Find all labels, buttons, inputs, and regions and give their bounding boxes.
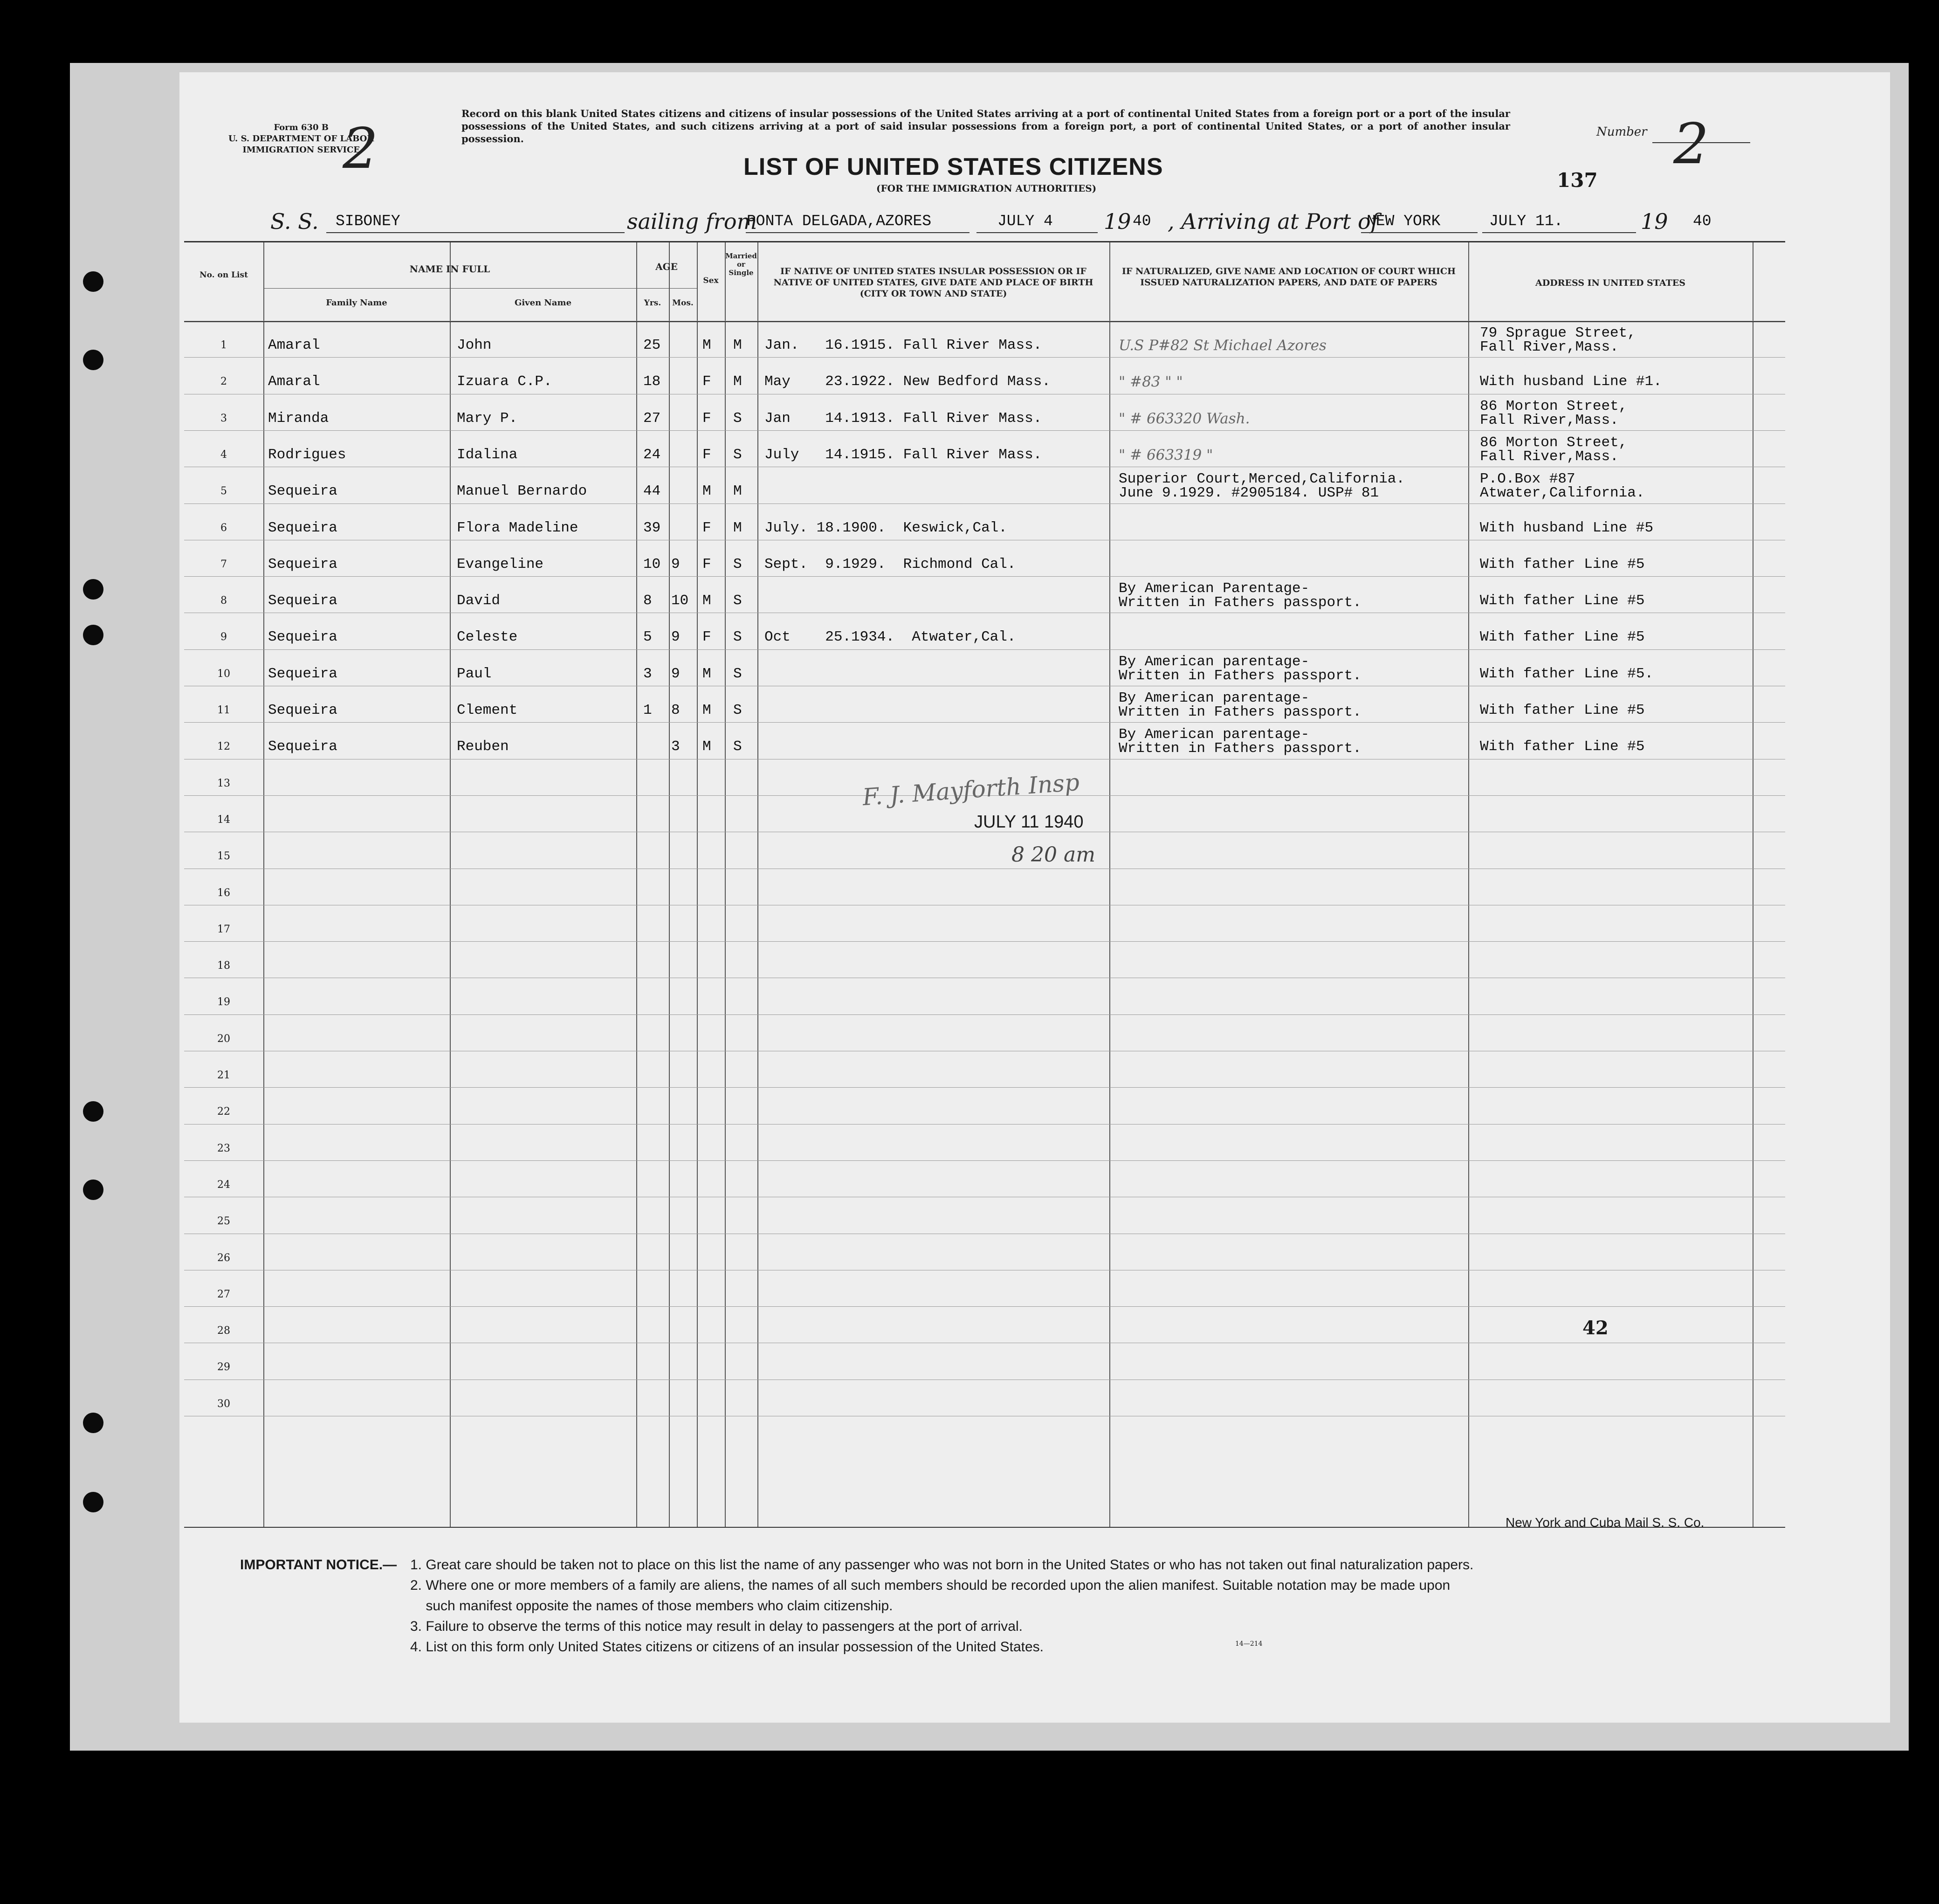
given-name: Celeste — [457, 629, 518, 646]
family-name: Amaral — [268, 373, 320, 390]
age-years: 1 — [643, 702, 652, 718]
naturalization-details-line2: Written in Fathers passport. — [1119, 704, 1361, 720]
sex: F — [702, 556, 711, 573]
line-number: 1 — [220, 339, 227, 351]
inspector-signature: F. J. Mayforth Insp — [861, 768, 1080, 811]
address-line1: 86 Morton Street, — [1480, 434, 1628, 451]
column-divider — [450, 242, 451, 1527]
naturalization-details-line2: Written in Fathers passport. — [1119, 667, 1361, 684]
line-number: 14 — [217, 814, 230, 826]
family-name: Sequeira — [268, 702, 337, 718]
row-rule — [184, 430, 1785, 431]
age-months: 9 — [671, 556, 680, 573]
header-married-single: Married or Single — [725, 252, 757, 277]
given-name: Clement — [457, 702, 518, 718]
naturalization-details: Superior Court,Merced,California. — [1119, 471, 1405, 488]
marital-status: M — [733, 337, 742, 353]
address: With husband Line #5 — [1480, 519, 1654, 536]
punch-hole — [83, 350, 103, 370]
birth-details: July 14.1915. Fall River Mass. — [764, 446, 1042, 463]
age-years: 27 — [643, 410, 661, 427]
line-number: 12 — [217, 741, 230, 753]
ship-name: SIBONEY — [336, 213, 400, 230]
row-rule — [184, 649, 1785, 650]
address-line2: Fall River,Mass. — [1480, 448, 1619, 465]
naturalization-details: By American parentage- — [1119, 726, 1310, 743]
sex: F — [702, 629, 711, 646]
address-line1: 79 Sprague Street, — [1480, 325, 1636, 341]
line-number: 23 — [217, 1142, 230, 1154]
form-service: IMMIGRATION SERVICE — [242, 145, 360, 155]
sex: M — [702, 702, 711, 718]
header-name-in-full: NAME IN FULL — [409, 263, 490, 275]
punch-hole — [83, 579, 103, 600]
address-line1: P.O.Box #87 — [1480, 471, 1575, 488]
header-yrs: Yrs. — [644, 298, 661, 308]
line-number: 7 — [220, 558, 227, 570]
form-title: LIST OF UNITED STATES CITIZENS — [743, 153, 1163, 180]
age-years: 18 — [643, 373, 661, 390]
age-years: 39 — [643, 519, 661, 536]
address: With father Line #5. — [1480, 665, 1654, 682]
notice-item: 3. Failure to observe the terms of this notice may result in delay to passengers at the port of arrival. — [410, 1619, 1023, 1634]
page-footer-number: 42 — [1582, 1317, 1609, 1339]
given-name: Idalina — [457, 446, 518, 463]
sex: F — [702, 446, 711, 463]
row-rule — [184, 1087, 1785, 1088]
column-divider — [669, 242, 670, 1527]
age-years: 44 — [643, 483, 661, 500]
handwritten-mark: 2 — [343, 117, 378, 181]
family-name: Rodrigues — [268, 446, 346, 463]
age-months: 3 — [671, 738, 680, 755]
port-to: NEW YORK — [1367, 213, 1441, 230]
birth-details: Sept. 9.1929. Richmond Cal. — [764, 556, 1016, 573]
punch-hole — [83, 1180, 103, 1200]
date-to: JULY 11. — [1489, 213, 1563, 230]
family-name: Sequeira — [268, 483, 337, 500]
port-to-underline — [1361, 232, 1478, 233]
family-name: Sequeira — [268, 665, 337, 682]
address: With father Line #5 — [1480, 629, 1645, 646]
marital-status: M — [733, 519, 742, 536]
name-header-divider — [263, 288, 636, 289]
port-from: PONTA DELGADA,AZORES — [747, 213, 932, 230]
birth-details: May 23.1922. New Bedford Mass. — [764, 373, 1051, 390]
year-2: 40 — [1693, 213, 1712, 230]
punch-hole — [83, 1101, 103, 1122]
marital-status: S — [733, 702, 742, 718]
age-years: 5 — [643, 629, 652, 646]
family-name: Sequeira — [268, 629, 337, 646]
line-number: 17 — [217, 923, 230, 935]
header-birth: IF NATIVE OF UNITED STATES INSULAR POSSESSION OR IF NATIVE OF UNITED STATES, GIVE DATE AND PLACE OF BIRTH (CITY OR TOWN AND STATE) — [773, 266, 1093, 299]
line-number: 11 — [217, 704, 230, 716]
port-from-underline — [746, 232, 970, 233]
row-rule — [184, 941, 1785, 942]
age-months: 10 — [671, 593, 689, 609]
column-divider — [697, 242, 698, 1527]
age-header-divider — [636, 288, 697, 289]
date-from-underline — [976, 232, 1098, 233]
line-number: 24 — [217, 1179, 230, 1191]
form-number: Form 630 B — [274, 123, 329, 132]
naturalization-details-line2: Written in Fathers passport. — [1119, 594, 1361, 611]
form-subtitle: (FOR THE IMMIGRATION AUTHORITIES) — [876, 183, 1097, 194]
ship-underline — [326, 232, 625, 233]
address: With father Line #5 — [1480, 702, 1645, 718]
column-divider — [1468, 242, 1469, 1527]
line-number: 4 — [220, 448, 227, 461]
line-number: 15 — [217, 850, 230, 862]
given-name: David — [457, 593, 501, 609]
given-name: Mary P. — [457, 410, 518, 427]
sex: M — [702, 337, 711, 353]
address: With father Line #5 — [1480, 593, 1645, 609]
age-years: 10 — [643, 556, 661, 573]
number-value: 2 — [1673, 112, 1709, 177]
ss-label: S. S. — [270, 209, 319, 234]
naturalization-details: " #83 " " — [1119, 373, 1183, 391]
given-name: Manuel Bernardo — [457, 483, 587, 500]
family-name: Sequeira — [268, 519, 337, 536]
header-sex: Sex — [703, 276, 719, 285]
punch-hole — [83, 1492, 103, 1512]
sex: M — [702, 665, 711, 682]
family-name: Amaral — [268, 337, 320, 353]
address: With father Line #5 — [1480, 556, 1645, 573]
sex: M — [702, 483, 711, 500]
line-number: 6 — [220, 522, 227, 534]
line-number: 30 — [217, 1398, 230, 1410]
naturalization-details-line2: Written in Fathers passport. — [1119, 740, 1361, 757]
notice-item: 4. List on this form only United States citizens or citizens of an insular possession of the United States. — [410, 1639, 1044, 1655]
birth-details: Jan. 16.1915. Fall River Mass. — [764, 337, 1042, 353]
birth-details: Oct 25.1934. Atwater,Cal. — [764, 629, 1016, 646]
address: With father Line #5 — [1480, 738, 1645, 755]
column-divider — [757, 242, 758, 1527]
age-years: 24 — [643, 446, 661, 463]
marital-status: S — [733, 556, 742, 573]
given-name: Paul — [457, 665, 492, 682]
given-name: Reuben — [457, 738, 509, 755]
column-divider — [1109, 242, 1110, 1527]
given-name: Izuara C.P. — [457, 373, 552, 390]
line-number: 5 — [220, 485, 227, 497]
header-age: AGE — [655, 261, 678, 272]
row-rule — [184, 576, 1785, 577]
row-rule — [184, 1160, 1785, 1161]
address: With husband Line #1. — [1480, 373, 1662, 390]
marital-status: M — [733, 373, 742, 390]
punch-hole — [83, 271, 103, 292]
notice-label: IMPORTANT NOTICE.— — [240, 1557, 397, 1573]
marital-status: S — [733, 665, 742, 682]
line-number: 2 — [220, 376, 227, 388]
header-no: No. on List — [199, 270, 248, 280]
row-rule — [184, 1306, 1785, 1307]
column-divider — [725, 242, 726, 1527]
sailing-label: sailing from — [627, 209, 757, 234]
line-number: 29 — [217, 1361, 230, 1373]
header-naturalized: IF NATURALIZED, GIVE NAME AND LOCATION OF COURT WHICH ISSUED NATURALIZATION PAPERS, AND DATE OF PAPERS — [1122, 266, 1456, 288]
header-mos: Mos. — [672, 298, 694, 308]
age-years: 3 — [643, 665, 652, 682]
family-name: Sequeira — [268, 593, 337, 609]
form-instructions: Record on this blank United States citizens and citizens of insular possessions of the United States arriving at a port of continental United States from a foreign port or a port of the insular possessions of the United States, and such citizens arriving at a port of said insular possessions from a foreign port, a port of continental United States, or a port of another insular possession. — [461, 108, 1510, 145]
line-number: 19 — [217, 996, 230, 1008]
naturalization-details: By American parentage- — [1119, 690, 1310, 706]
line-number: 20 — [217, 1033, 230, 1045]
address-line1: 86 Morton Street, — [1480, 398, 1628, 414]
address-line2: Fall River,Mass. — [1480, 412, 1619, 428]
marital-status: S — [733, 593, 742, 609]
sex: F — [702, 519, 711, 536]
age-years: 8 — [643, 593, 652, 609]
row-rule — [184, 357, 1785, 358]
header-family-name: Family Name — [326, 298, 387, 308]
date-from: JULY 4 — [997, 213, 1053, 230]
family-name: Sequeira — [268, 738, 337, 755]
header-address: ADDRESS IN UNITED STATES — [1535, 278, 1685, 288]
naturalization-details: By American parentage- — [1119, 653, 1310, 670]
marital-status: S — [733, 410, 742, 427]
punch-hole — [83, 625, 103, 645]
line-number: 22 — [217, 1106, 230, 1118]
marital-status: M — [733, 483, 742, 500]
line-number: 10 — [217, 668, 230, 680]
sex: F — [702, 373, 711, 390]
passenger-table — [184, 241, 1785, 1528]
punch-hole — [83, 1413, 103, 1433]
age-months: 9 — [671, 629, 680, 646]
line-number: 8 — [220, 595, 227, 607]
given-name: Flora Madeline — [457, 519, 578, 536]
line-number: 21 — [217, 1069, 230, 1081]
line-number: 25 — [217, 1215, 230, 1228]
line-number: 27 — [217, 1288, 230, 1300]
year-prefix-2: 19 — [1641, 209, 1668, 234]
naturalization-details: " # 663319 " — [1119, 446, 1213, 463]
company-name: New York and Cuba Mail S. S. Co. — [1506, 1515, 1705, 1530]
line-number: 16 — [217, 887, 230, 899]
line-number: 13 — [217, 777, 230, 789]
inspection-time: 8 20 am — [1011, 843, 1095, 867]
naturalization-details: " # 663320 Wash. — [1119, 410, 1250, 427]
family-name: Miranda — [268, 410, 329, 427]
address-line2: Atwater,California. — [1480, 485, 1645, 502]
age-years: 25 — [643, 337, 661, 353]
family-name: Sequeira — [268, 556, 337, 573]
address-line2: Fall River,Mass. — [1480, 339, 1619, 355]
birth-details: July. 18.1900. Keswick,Cal. — [764, 519, 1007, 536]
sex: F — [702, 410, 711, 427]
notice-item: 1. Great care should be taken not to place on this list the name of any passenger who was not born in the United States or who has not taken out final naturalization papers. — [410, 1557, 1474, 1573]
age-months: 9 — [671, 665, 680, 682]
inspection-stamp-date: JULY 11 1940 — [974, 812, 1084, 832]
page-stamp-number: 137 — [1557, 169, 1598, 192]
marital-status: S — [733, 738, 742, 755]
notice-items — [410, 1555, 1473, 1657]
line-number: 26 — [217, 1252, 230, 1264]
birth-details: Jan 14.1913. Fall River Mass. — [764, 410, 1042, 427]
notice-item: such manifest opposite the names of those members who claim citizenship. — [410, 1598, 893, 1614]
number-label: Number — [1596, 125, 1647, 139]
column-divider — [263, 242, 264, 1527]
row-rule — [184, 722, 1785, 723]
marital-status: S — [733, 629, 742, 646]
line-number: 18 — [217, 960, 230, 972]
line-number: 3 — [220, 412, 227, 424]
date-to-underline — [1482, 232, 1636, 233]
sex: M — [702, 593, 711, 609]
form-department: U. S. DEPARTMENT OF LABOR — [228, 134, 374, 144]
header-given-name: Given Name — [514, 298, 572, 308]
marital-status: S — [733, 446, 742, 463]
year-prefix-1: 19 — [1104, 209, 1131, 234]
naturalization-details: By American Parentage- — [1119, 580, 1310, 597]
naturalization-details: U.S P#82 St Michael Azores — [1119, 337, 1327, 354]
form-small-code: 14—214 — [1235, 1640, 1263, 1648]
sex: M — [702, 738, 711, 755]
row-rule — [184, 1014, 1785, 1015]
arriving-label: , Arriving at Port of — [1168, 209, 1379, 234]
line-number: 28 — [217, 1325, 230, 1337]
column-divider — [636, 242, 637, 1527]
notice-item: 2. Where one or more members of a family are aliens, the names of all such members should be recorded upon the alien manifest. Suitable notation may be made upon — [410, 1578, 1451, 1593]
given-name: Evangeline — [457, 556, 544, 573]
naturalization-details-line2: June 9.1929. #2905184. USP# 81 — [1119, 485, 1379, 502]
year-1: 40 — [1133, 213, 1151, 230]
line-number: 9 — [220, 631, 227, 643]
given-name: John — [457, 337, 492, 353]
age-months: 8 — [671, 702, 680, 718]
